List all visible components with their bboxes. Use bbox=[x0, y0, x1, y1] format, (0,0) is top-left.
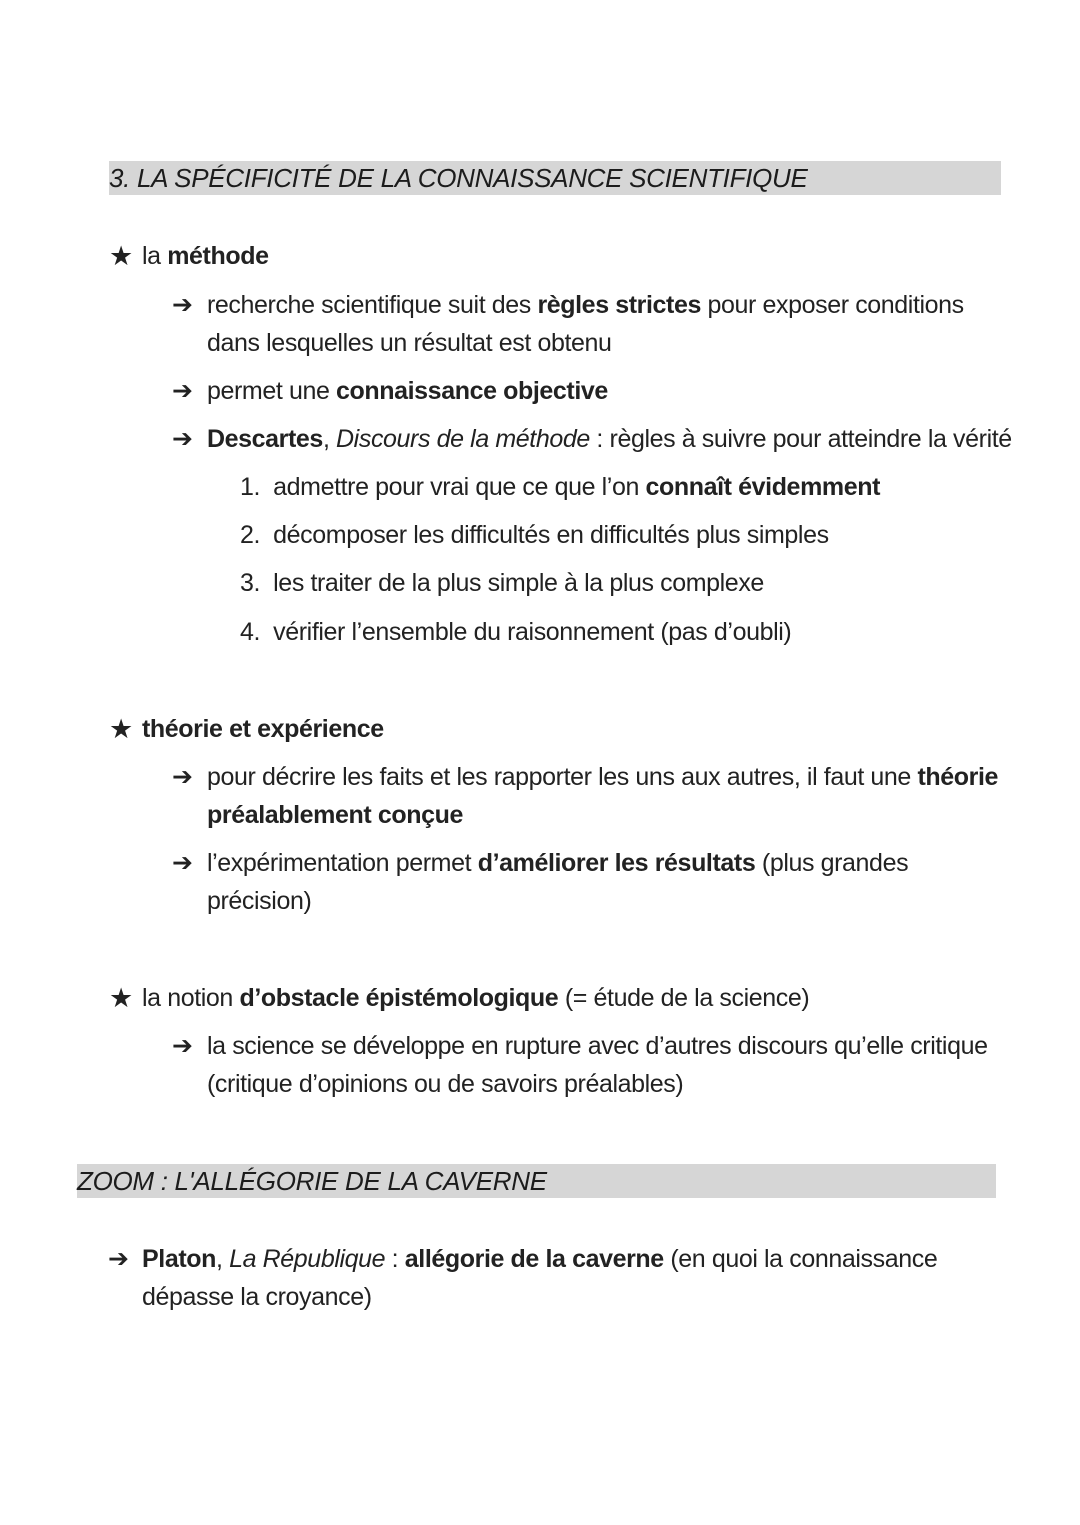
descartes-work: Discours de la méthode bbox=[336, 425, 590, 453]
zoom-header bbox=[77, 1164, 996, 1198]
methode-bullet-2: permet une connaissance objective bbox=[207, 377, 608, 405]
theorie-bullet-2-line-1: l’expérimentation permet d’améliorer les résultats (plus grandes bbox=[207, 849, 909, 877]
arrow-icon: ➔ bbox=[172, 377, 193, 405]
zoom-bullet-1-line-2: dépasse la croyance) bbox=[142, 1283, 372, 1311]
platon-work: La République bbox=[229, 1245, 386, 1273]
rule-item-1: 1. admettre pour vrai que ce que l’on connaît évidemment bbox=[240, 473, 881, 501]
arrow-icon: ➔ bbox=[172, 425, 193, 453]
section-3-header bbox=[109, 161, 1001, 195]
arrow-icon: ➔ bbox=[172, 1032, 193, 1060]
methode-term: méthode bbox=[167, 242, 269, 270]
platon-author: Platon bbox=[142, 1245, 216, 1273]
methode-bullet-3: Descartes, Discours de la méthode : règles à suivre pour atteindre la vérité bbox=[207, 425, 1012, 453]
descartes-author: Descartes bbox=[207, 425, 323, 453]
zoom-title: ZOOM : L'ALLÉGORIE DE LA CAVERNE bbox=[77, 1166, 547, 1196]
theorie-bullet-1-line-2: préalablement conçue bbox=[207, 801, 463, 829]
theorie-bullet-2-line-2: précision) bbox=[207, 887, 312, 915]
star-icon: ★ bbox=[109, 983, 134, 1013]
theorie-heading bbox=[142, 710, 384, 748]
star-icon: ★ bbox=[109, 714, 134, 744]
arrow-icon: ➔ bbox=[172, 849, 193, 877]
arrow-icon: ➔ bbox=[172, 763, 193, 791]
arrow-icon: ➔ bbox=[172, 291, 193, 319]
obstacle-heading: la notion d’obstacle épistémologique (= étude de la science) bbox=[142, 984, 810, 1012]
obstacle-bullet-1-line-1: la science se développe en rupture avec d’autres discours qu’elle critique bbox=[207, 1032, 988, 1060]
rule-item-2: 2. décomposer les difficultés en difficultés plus simples bbox=[240, 521, 829, 549]
arrow-icon: ➔ bbox=[108, 1245, 129, 1273]
methode-bullet-1-line-1: recherche scientifique suit des règles strictes pour exposer conditions bbox=[207, 291, 964, 319]
section-3-title: 3. LA SPÉCIFICITÉ DE LA CONNAISSANCE SCIENTIFIQUE bbox=[109, 163, 808, 193]
rule-item-3: 3. les traiter de la plus simple à la plus complexe bbox=[240, 569, 764, 597]
star-icon: ★ bbox=[109, 241, 134, 271]
theorie-bullet-1-line-1: pour décrire les faits et les rapporter les uns aux autres, il faut une théorie bbox=[207, 763, 999, 791]
methode-heading: la méthode bbox=[142, 242, 269, 270]
obstacle-term: d’obstacle épistémologique bbox=[239, 984, 559, 1012]
rule-item-4: 4. vérifier l’ensemble du raisonnement (pas d’oubli) bbox=[240, 618, 792, 646]
obstacle-bullet-1-line-2: (critique d’opinions ou de savoirs préalables) bbox=[207, 1070, 684, 1098]
methode-bullet-1-line-2: dans lesquelles un résultat est obtenu bbox=[207, 329, 612, 357]
zoom-bullet-1-line-1: Platon, La République : allégorie de la caverne (en quoi la connaissance bbox=[142, 1245, 938, 1273]
theorie-term: théorie et expérience bbox=[142, 715, 384, 743]
